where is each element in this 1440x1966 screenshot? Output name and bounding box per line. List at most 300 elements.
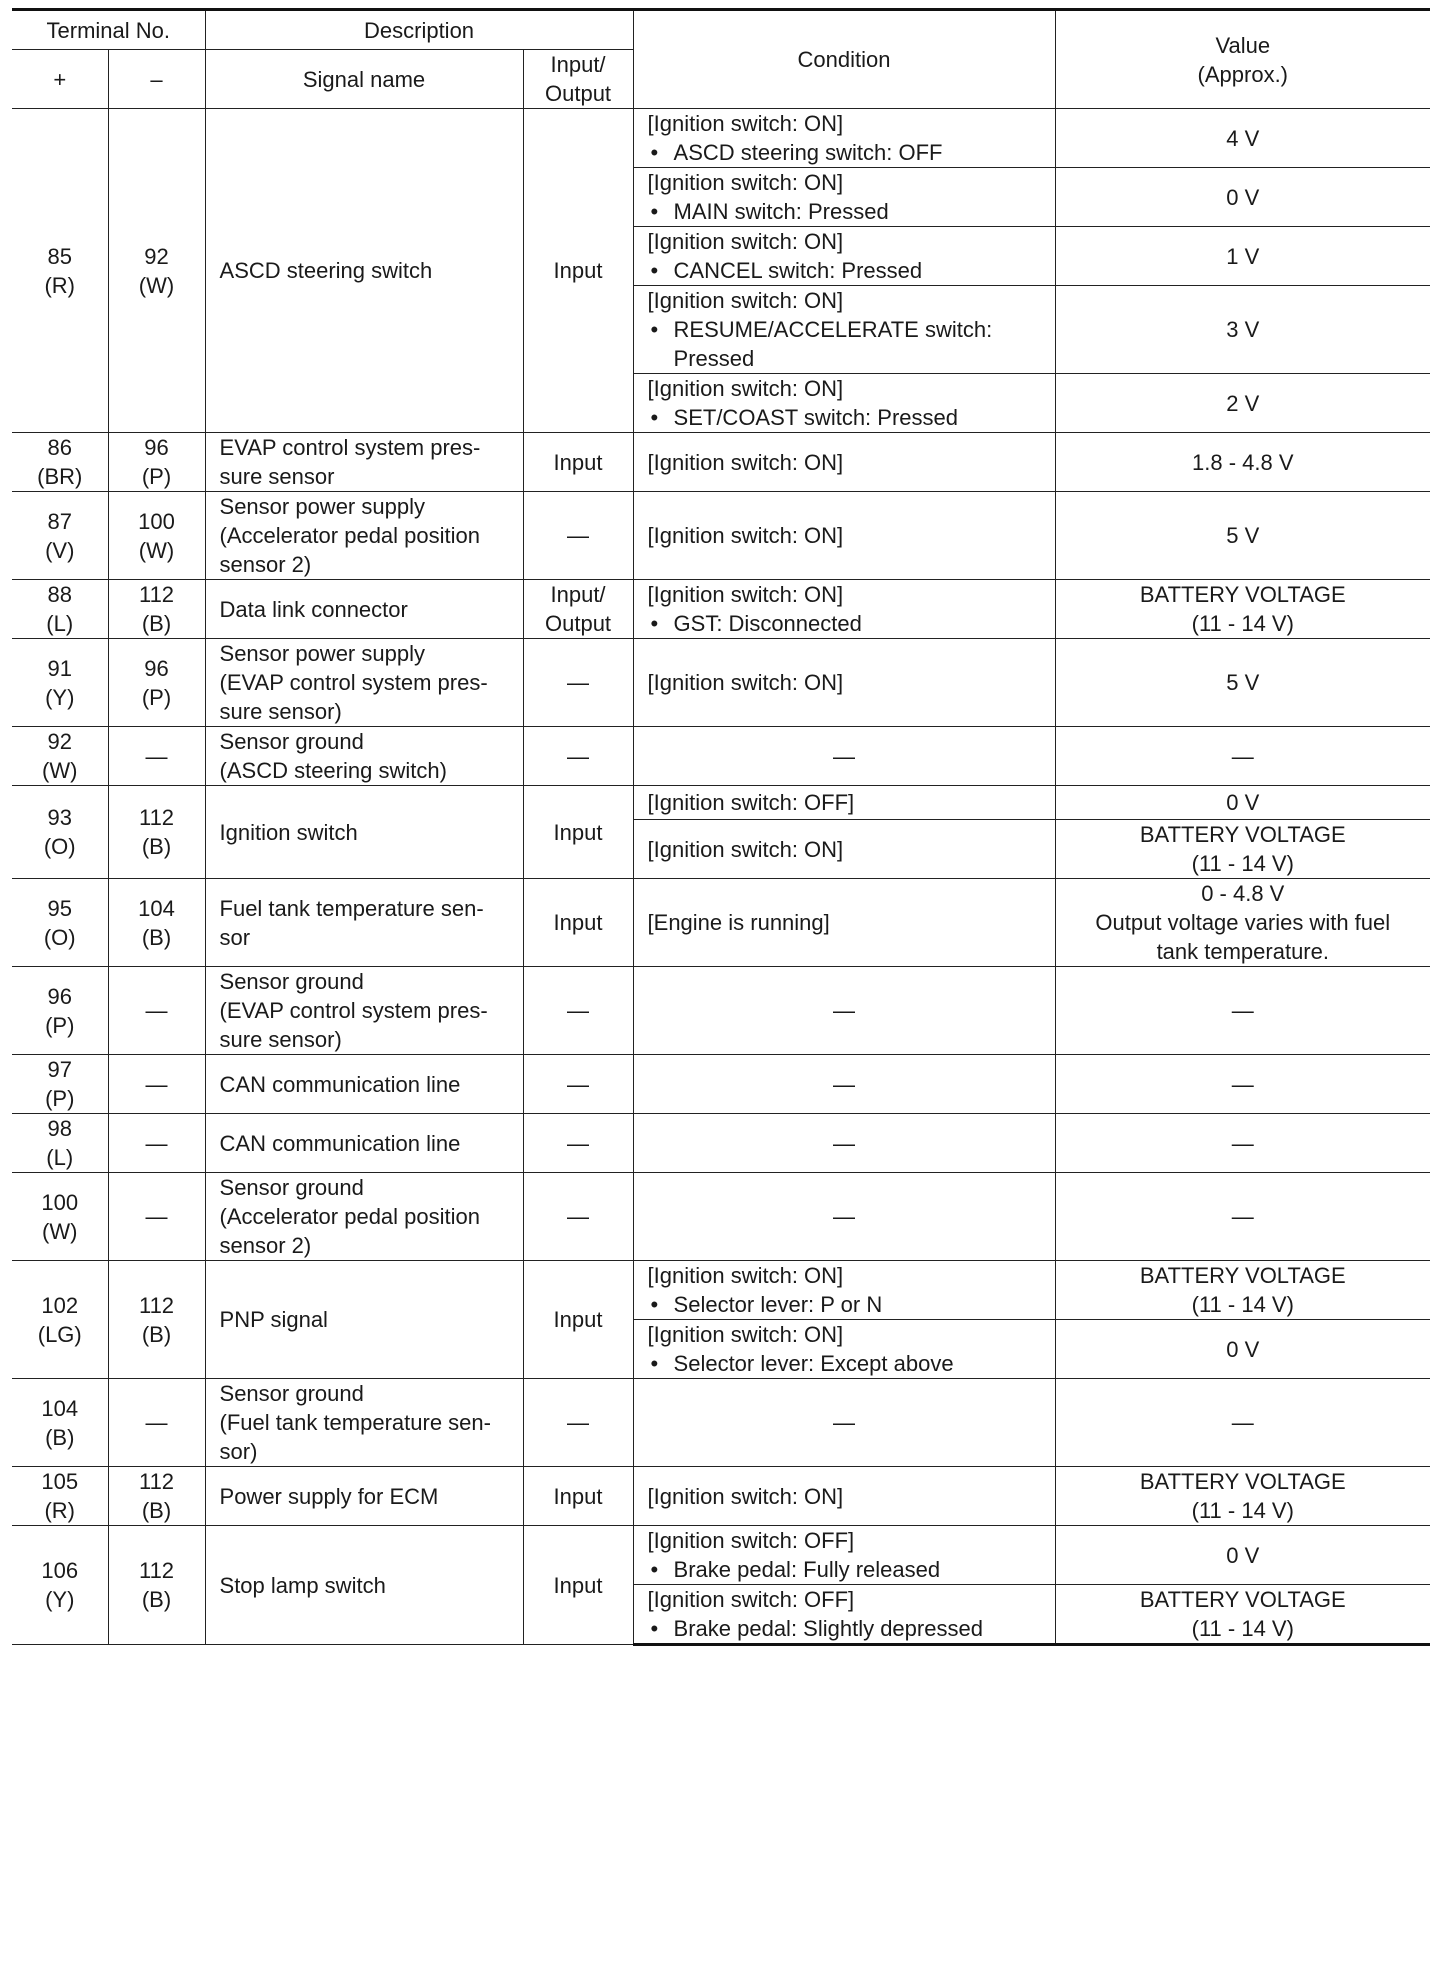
condition-text: [Engine is running] xyxy=(647,910,830,935)
condition-cell xyxy=(633,1320,1055,1379)
table-row xyxy=(12,1114,1430,1173)
value-cell xyxy=(1055,786,1430,820)
signal-name-cell xyxy=(205,639,523,727)
value-cell xyxy=(1055,967,1430,1055)
terminal-minus-cell xyxy=(108,1526,205,1645)
condition-text: — xyxy=(833,1410,856,1435)
input-output-cell xyxy=(523,580,633,639)
table-row xyxy=(12,1173,1430,1261)
value-text: — xyxy=(1231,1130,1254,1156)
signal-name: sor) xyxy=(219,1439,258,1464)
input-output-cell xyxy=(523,786,633,879)
value-text: (11 - 14 V) xyxy=(1191,851,1294,876)
terminal-plus: (L) xyxy=(46,611,74,636)
terminal-plus-cell xyxy=(12,433,108,492)
condition-cell xyxy=(633,1173,1055,1261)
value-text: tank temperature. xyxy=(1156,939,1329,964)
value-cell xyxy=(1055,1585,1430,1645)
value-text: BATTERY VOLTAGE xyxy=(1139,1263,1346,1288)
signal-name-cell xyxy=(205,1261,523,1379)
value-text: (11 - 14 V) xyxy=(1191,1292,1294,1317)
condition-text: — xyxy=(833,1071,856,1097)
terminal-plus-cell xyxy=(12,1173,108,1261)
value-cell xyxy=(1055,1320,1430,1379)
signal-name: (Accelerator pedal position xyxy=(219,523,480,548)
signal-name: Data link connector xyxy=(219,596,408,622)
terminal-minus: (B) xyxy=(141,1498,172,1523)
terminal-plus: (BR) xyxy=(37,464,83,489)
signal-name: Power supply for ECM xyxy=(219,1483,439,1509)
terminal-plus-cell xyxy=(12,727,108,786)
value-text: — xyxy=(1231,998,1254,1023)
value-cell xyxy=(1055,286,1430,374)
signal-name: sure sensor) xyxy=(219,1027,342,1052)
condition-text: [Ignition switch: ON] xyxy=(647,288,844,313)
terminal-minus: — xyxy=(145,1130,168,1156)
condition-bullet: • Selector lever: Except above xyxy=(648,1349,1041,1378)
terminal-plus-cell xyxy=(12,879,108,967)
terminal-minus: (B) xyxy=(141,611,172,636)
terminal-plus-cell xyxy=(12,786,108,879)
terminal-plus-cell xyxy=(12,580,108,639)
terminal-plus-cell xyxy=(12,1055,108,1114)
terminal-minus: — xyxy=(145,998,168,1023)
terminal-plus-cell xyxy=(12,967,108,1055)
signal-name: sensor 2) xyxy=(219,552,312,577)
input-output-cell xyxy=(523,1173,633,1261)
terminal-minus: (W) xyxy=(138,537,175,563)
terminal-minus: 100 xyxy=(138,508,175,534)
terminal-minus-cell xyxy=(108,727,205,786)
condition-text: — xyxy=(833,998,856,1023)
value-cell xyxy=(1055,109,1430,168)
condition-bullet: • Brake pedal: Fully released xyxy=(648,1555,1041,1584)
terminal-minus: (P) xyxy=(141,464,172,489)
condition-text: [Ignition switch: ON] xyxy=(647,1483,844,1509)
value-text: (11 - 14 V) xyxy=(1191,1498,1294,1523)
input-output-cell xyxy=(523,1467,633,1526)
terminal-plus: 104 xyxy=(41,1395,79,1421)
signal-name: (ASCD steering switch) xyxy=(219,758,447,783)
terminal-minus-cell xyxy=(108,1173,205,1261)
condition-text: — xyxy=(833,743,856,769)
signal-name-cell xyxy=(205,967,523,1055)
condition-bullet: • ASCD steering switch: OFF xyxy=(648,138,1041,167)
terminal-plus: 93 xyxy=(47,805,72,830)
value-text: Output voltage varies with fuel xyxy=(1095,910,1391,935)
table-row xyxy=(12,879,1430,967)
terminal-plus-cell xyxy=(12,1261,108,1379)
signal-name: (Fuel tank temperature sen- xyxy=(219,1410,491,1435)
terminal-plus: 105 xyxy=(41,1469,79,1494)
input-output: — xyxy=(567,670,590,695)
terminal-plus: 106 xyxy=(41,1558,79,1583)
condition-text: [Ignition switch: OFF] xyxy=(647,1528,855,1553)
terminal-plus: 91 xyxy=(47,655,72,681)
value-text: BATTERY VOLTAGE xyxy=(1139,1469,1346,1494)
signal-name-cell xyxy=(205,433,523,492)
ecm-terminal-table xyxy=(12,8,1430,1646)
signal-name: Fuel tank temperature sen- xyxy=(219,895,484,921)
signal-name-cell xyxy=(205,492,523,580)
condition-cell xyxy=(633,967,1055,1055)
condition-text: [Ignition switch: ON] xyxy=(647,523,844,548)
condition-cell xyxy=(633,1585,1055,1645)
table-row xyxy=(12,1467,1430,1526)
signal-name: sor xyxy=(219,924,251,950)
terminal-minus: 96 xyxy=(144,655,169,681)
signal-name: Sensor ground xyxy=(219,1175,364,1200)
signal-name: PNP signal xyxy=(219,1307,328,1332)
condition-text: [Ignition switch: ON] xyxy=(647,376,844,401)
condition-bullet: • SET/COAST switch: Pressed xyxy=(648,403,1041,432)
terminal-plus: 87 xyxy=(47,508,72,534)
condition-cell xyxy=(633,1261,1055,1320)
terminal-plus: (Y) xyxy=(45,1587,75,1612)
condition-cell xyxy=(633,109,1055,168)
condition-cell xyxy=(633,1114,1055,1173)
value-cell xyxy=(1055,1261,1430,1320)
value-text: BATTERY VOLTAGE xyxy=(1139,822,1346,847)
input-output: Input xyxy=(553,449,603,475)
terminal-plus-cell xyxy=(12,1467,108,1526)
header-io-line2: Output xyxy=(545,81,612,106)
input-output: Input xyxy=(553,1307,603,1332)
terminal-minus-cell xyxy=(108,639,205,727)
value-text: 0 V xyxy=(1226,790,1260,815)
condition-text: [Ignition switch: ON] xyxy=(647,582,844,607)
value-cell xyxy=(1055,492,1430,580)
value-text: 1.8 - 4.8 V xyxy=(1192,449,1294,475)
terminal-plus: 92 xyxy=(47,729,72,754)
condition-cell xyxy=(633,374,1055,433)
condition-cell xyxy=(633,1467,1055,1526)
signal-name: (Accelerator pedal position xyxy=(219,1204,480,1229)
input-output-cell xyxy=(523,433,633,492)
terminal-plus-cell xyxy=(12,1526,108,1645)
input-output-cell xyxy=(523,1261,633,1379)
signal-name-cell xyxy=(205,1055,523,1114)
value-cell xyxy=(1055,1467,1430,1526)
value-text: 1 V xyxy=(1226,243,1260,269)
value-text: BATTERY VOLTAGE xyxy=(1139,582,1346,607)
value-text: 5 V xyxy=(1226,670,1260,695)
terminal-minus: (B) xyxy=(141,834,172,859)
terminal-minus-cell xyxy=(108,492,205,580)
value-text: (11 - 14 V) xyxy=(1191,1616,1294,1641)
terminal-minus-cell xyxy=(108,1467,205,1526)
terminal-plus: 96 xyxy=(47,983,72,1009)
condition-cell xyxy=(633,1526,1055,1585)
table-row xyxy=(12,1379,1430,1467)
value-cell xyxy=(1055,1173,1430,1261)
signal-name: CAN communication line xyxy=(219,1071,461,1097)
input-output: — xyxy=(567,1410,590,1435)
terminal-minus-cell xyxy=(108,967,205,1055)
input-output: — xyxy=(567,1130,590,1156)
table-row xyxy=(12,1261,1430,1320)
terminal-plus: 85 xyxy=(47,243,72,269)
input-output: Input/ xyxy=(550,582,606,607)
value-text: 4 V xyxy=(1226,125,1260,151)
signal-name: CAN communication line xyxy=(219,1130,461,1156)
condition-cell xyxy=(633,580,1055,639)
terminal-minus: — xyxy=(145,1410,168,1435)
condition-text: [Ignition switch: ON] xyxy=(647,229,844,254)
signal-name: (EVAP control system pres- xyxy=(219,998,488,1023)
terminal-plus: (Y) xyxy=(45,684,75,710)
condition-bullet: • RESUME/ACCELERATE switch: Pressed xyxy=(648,315,1041,373)
terminal-plus: 102 xyxy=(41,1292,79,1318)
value-cell xyxy=(1055,1526,1430,1585)
input-output: Input xyxy=(553,1572,603,1598)
input-output-cell xyxy=(523,1526,633,1645)
terminal-minus: (P) xyxy=(141,684,172,710)
terminal-plus: 95 xyxy=(47,895,72,921)
value-cell xyxy=(1055,227,1430,286)
input-output-cell xyxy=(523,1114,633,1173)
signal-name-cell xyxy=(205,1379,523,1467)
terminal-plus: (R) xyxy=(44,1498,76,1523)
condition-text: — xyxy=(833,1204,856,1229)
terminal-plus: (L) xyxy=(46,1145,74,1170)
value-text: 0 - 4.8 V xyxy=(1201,881,1285,906)
terminal-minus: (W) xyxy=(138,272,175,298)
terminal-minus: (B) xyxy=(141,1321,172,1347)
signal-name-cell xyxy=(205,727,523,786)
input-output: Input xyxy=(553,1483,603,1509)
signal-name-cell xyxy=(205,1173,523,1261)
terminal-minus: 112 xyxy=(138,582,175,607)
input-output-cell xyxy=(523,1379,633,1467)
condition-cell xyxy=(633,1379,1055,1467)
signal-name: Sensor ground xyxy=(219,969,364,994)
terminal-minus: 112 xyxy=(138,805,175,830)
terminal-plus: (O) xyxy=(43,924,76,950)
table-row xyxy=(12,639,1430,727)
terminal-minus-cell xyxy=(108,879,205,967)
value-cell xyxy=(1055,374,1430,433)
condition-text: [Ignition switch: ON] xyxy=(647,1263,844,1288)
input-output: — xyxy=(567,743,590,769)
signal-name: EVAP control system pres- xyxy=(219,435,481,460)
condition-cell xyxy=(633,227,1055,286)
signal-name: Ignition switch xyxy=(219,819,358,845)
terminal-minus-cell xyxy=(108,1114,205,1173)
header-terminal-no: Terminal No. xyxy=(12,10,205,50)
condition-text: — xyxy=(833,1130,856,1156)
terminal-minus-cell xyxy=(108,1379,205,1467)
terminal-minus: — xyxy=(145,1071,168,1097)
condition-bullet: • MAIN switch: Pressed xyxy=(648,197,1041,226)
signal-name: Sensor power supply xyxy=(219,494,425,519)
signal-name: Sensor power supply xyxy=(219,641,425,666)
input-output: Input xyxy=(553,258,603,283)
value-cell xyxy=(1055,1379,1430,1467)
terminal-plus: 97 xyxy=(47,1057,72,1082)
table-row xyxy=(12,492,1430,580)
table-row xyxy=(12,727,1430,786)
value-text: — xyxy=(1231,743,1254,769)
terminal-minus: 112 xyxy=(138,1469,175,1494)
condition-text: [Ignition switch: OFF] xyxy=(647,1587,855,1612)
signal-name-cell xyxy=(205,1467,523,1526)
input-output-cell xyxy=(523,109,633,433)
signal-name-cell xyxy=(205,109,523,433)
terminal-plus: (W) xyxy=(42,758,78,783)
signal-name: sensor 2) xyxy=(219,1233,312,1258)
signal-name-cell xyxy=(205,1526,523,1645)
terminal-plus: (R) xyxy=(44,272,76,298)
terminal-plus: 88 xyxy=(47,582,72,607)
header-minus: – xyxy=(108,50,205,109)
condition-text: [Ignition switch: ON] xyxy=(647,170,844,195)
signal-name: Stop lamp switch xyxy=(219,1572,386,1598)
terminal-minus: 96 xyxy=(144,435,169,460)
value-text: — xyxy=(1231,1410,1254,1435)
value-text: BATTERY VOLTAGE xyxy=(1139,1587,1346,1612)
input-output-cell xyxy=(523,492,633,580)
input-output: Output xyxy=(545,611,612,636)
terminal-minus: 92 xyxy=(144,243,169,269)
terminal-minus-cell xyxy=(108,433,205,492)
header-value-approx: (Approx.) xyxy=(1197,61,1289,87)
value-cell xyxy=(1055,639,1430,727)
signal-name-cell xyxy=(205,580,523,639)
terminal-plus: 100 xyxy=(41,1189,79,1215)
value-text: 2 V xyxy=(1226,390,1260,416)
table-row xyxy=(12,109,1430,168)
value-text: — xyxy=(1231,1071,1254,1097)
input-output: — xyxy=(567,1204,590,1229)
header-signal-name: Signal name xyxy=(205,50,523,109)
input-output-cell xyxy=(523,727,633,786)
value-text: — xyxy=(1231,1204,1254,1229)
value-text: 3 V xyxy=(1226,317,1260,342)
value-text: 0 V xyxy=(1226,1542,1260,1568)
input-output: — xyxy=(567,523,590,548)
condition-bullet: • Brake pedal: Slightly depressed xyxy=(648,1614,1041,1643)
value-cell xyxy=(1055,879,1430,967)
table-row xyxy=(12,1055,1430,1114)
condition-cell xyxy=(633,820,1055,879)
value-cell xyxy=(1055,433,1430,492)
terminal-minus: 112 xyxy=(138,1558,175,1583)
signal-name: (EVAP control system pres- xyxy=(219,670,488,695)
terminal-plus-cell xyxy=(12,1114,108,1173)
table-row xyxy=(12,580,1430,639)
terminal-minus: (B) xyxy=(141,924,172,950)
condition-cell xyxy=(633,168,1055,227)
terminal-minus-cell xyxy=(108,1055,205,1114)
signal-name: Sensor ground xyxy=(219,729,364,754)
terminal-plus-cell xyxy=(12,1379,108,1467)
table-row xyxy=(12,1526,1430,1585)
table-body xyxy=(12,109,1430,1645)
header-description: Description xyxy=(205,10,633,50)
terminal-plus: (O) xyxy=(43,834,76,859)
terminal-plus: (LG) xyxy=(37,1321,82,1347)
terminal-minus-cell xyxy=(108,786,205,879)
value-cell xyxy=(1055,1055,1430,1114)
table-header xyxy=(12,10,1430,109)
value-text: 0 V xyxy=(1226,184,1260,210)
terminal-plus: (P) xyxy=(45,1012,75,1038)
terminal-minus-cell xyxy=(108,1261,205,1379)
table-row xyxy=(12,433,1430,492)
condition-cell xyxy=(633,786,1055,820)
terminal-table-sheet xyxy=(12,8,1430,1646)
condition-cell xyxy=(633,1055,1055,1114)
terminal-plus-cell xyxy=(12,492,108,580)
terminal-plus: (B) xyxy=(45,1424,75,1450)
condition-text: [Ignition switch: ON] xyxy=(647,111,844,136)
terminal-minus: 104 xyxy=(138,895,175,921)
signal-name: Sensor ground xyxy=(219,1381,364,1406)
condition-cell xyxy=(633,879,1055,967)
input-output: — xyxy=(567,1071,590,1097)
terminal-minus: — xyxy=(145,743,168,769)
terminal-minus: 112 xyxy=(138,1292,175,1318)
input-output-cell xyxy=(523,639,633,727)
input-output-cell xyxy=(523,879,633,967)
table-row xyxy=(12,967,1430,1055)
value-cell xyxy=(1055,820,1430,879)
condition-bullet: • GST: Disconnected xyxy=(648,609,1041,638)
signal-name-cell xyxy=(205,879,523,967)
condition-cell xyxy=(633,639,1055,727)
terminal-plus: (W) xyxy=(42,1218,78,1244)
condition-text: [Ignition switch: ON] xyxy=(647,670,844,695)
value-text: 5 V xyxy=(1226,523,1260,548)
header-value-label: Value xyxy=(1215,32,1271,58)
input-output-cell xyxy=(523,967,633,1055)
terminal-plus: 86 xyxy=(47,435,72,460)
condition-text: [Ignition switch: ON] xyxy=(647,449,844,475)
terminal-minus: — xyxy=(145,1204,168,1229)
value-cell xyxy=(1055,580,1430,639)
value-cell xyxy=(1055,168,1430,227)
value-text: (11 - 14 V) xyxy=(1191,611,1294,636)
signal-name: sure sensor) xyxy=(219,699,342,724)
condition-text: [Ignition switch: ON] xyxy=(647,836,844,862)
input-output: — xyxy=(567,998,590,1023)
header-plus: + xyxy=(12,50,108,109)
condition-text: [Ignition switch: ON] xyxy=(647,1322,844,1347)
terminal-minus-cell xyxy=(108,580,205,639)
value-cell xyxy=(1055,1114,1430,1173)
input-output: Input xyxy=(553,910,603,935)
signal-name-cell xyxy=(205,786,523,879)
condition-text: [Ignition switch: OFF] xyxy=(647,790,855,815)
condition-cell xyxy=(633,433,1055,492)
signal-name: ASCD steering switch xyxy=(219,258,433,283)
terminal-plus: 98 xyxy=(47,1116,72,1141)
header-value xyxy=(1055,10,1430,109)
condition-bullet: • Selector lever: P or N xyxy=(648,1290,1041,1319)
terminal-minus: (B) xyxy=(141,1587,172,1612)
input-output: Input xyxy=(553,819,603,845)
condition-cell xyxy=(633,727,1055,786)
value-cell xyxy=(1055,727,1430,786)
terminal-plus-cell xyxy=(12,639,108,727)
terminal-minus-cell xyxy=(108,109,205,433)
header-io-line1: Input/ xyxy=(550,52,606,77)
terminal-plus: (V) xyxy=(45,537,75,563)
terminal-plus: (P) xyxy=(45,1086,75,1111)
signal-name: sure sensor xyxy=(219,464,335,489)
value-text: 0 V xyxy=(1226,1336,1260,1362)
